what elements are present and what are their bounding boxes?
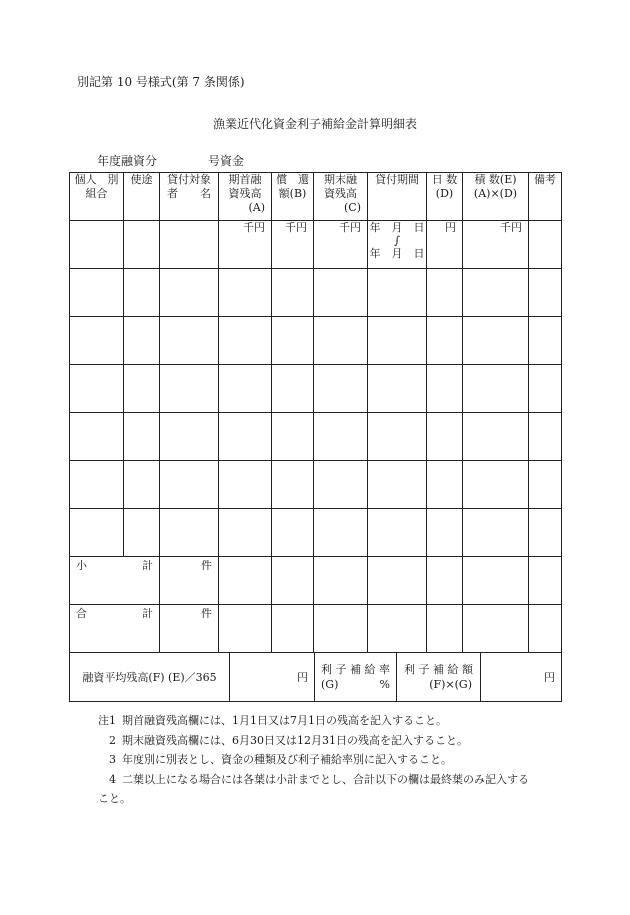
subtotal-label: 小 計 [70,557,160,605]
loan-period-cell[interactable]: 年 月 日 ∫ 年 月 日 [368,221,427,269]
table-row [70,461,562,509]
unit-repayment[interactable]: 千円 [272,221,314,269]
unit-product[interactable]: 千円 [463,221,529,269]
table-row [70,413,562,461]
table-row [70,365,562,413]
notes [80,711,529,809]
note-item: 注1 期首融資残高欄には、1月1日又は7月1日の残高を記入すること。 [98,714,447,727]
interest-rate-cell[interactable]: 利 子 補 給 率 (G) % [315,653,397,702]
header-borrower-name: 貸付対象 者 名 [160,173,219,221]
document-title: 漁業近代化資金利子補給金計算明細表 [212,117,417,131]
table-row [70,509,562,557]
unit-opening-balance[interactable]: 千円 [219,221,272,269]
note-item: 3 年度別に別表とし、資金の種類及び利子補給率別に記入すること。 [109,753,452,766]
header-repayment: 償 還 額(B) [272,173,314,221]
header-loan-period: 貸付期間 [368,173,427,221]
average-balance-label: 融資平均残高(F) (E)／365 [70,653,230,702]
total-row [70,605,562,653]
note-item: 2 期末融資残高欄には、6月30日又は12月31日の残高を記入すること。 [109,733,468,747]
interest-amount-label: 利 子 補 給 額 (F)×(G) [397,653,481,702]
header-individual-union: 個人 別 組合 [70,173,124,221]
header-closing-balance: 期末融 資残高 (C) [314,173,368,221]
form-number: 別記第 10 号様式(第 7 条関係) [77,75,245,89]
header-days: 日 数 (D) [427,173,463,221]
unit-days[interactable]: 円 [427,221,463,269]
total-label: 合 計 [70,605,160,653]
fiscal-year-label: 年度融資分 [97,154,158,168]
header-purpose: 使途 [124,173,160,221]
header-remarks: 備考 [529,173,562,221]
unit-closing-balance[interactable]: 千円 [314,221,368,269]
calculation-table [69,172,562,653]
header-product: 積 数(E) (A)×(D) [463,173,529,221]
interest-amount-value[interactable]: 円 [481,653,562,702]
summary-table [69,652,562,702]
table-row [70,317,562,365]
header-row [70,173,562,221]
table-row [70,269,562,317]
note-item: 4 二葉以上になる場合には各葉は小計までとし、合計以下の欄は最終葉のみ記入する [109,772,529,786]
subtotal-row [70,557,562,605]
average-balance-value[interactable]: 円 [230,653,315,702]
table-row [70,221,562,269]
header-opening-balance: 期首融 資残高 (A) [219,173,272,221]
subtotal-count[interactable]: 件 [160,557,219,605]
fund-number-label: 号資金 [208,154,245,168]
total-count[interactable]: 件 [160,605,219,653]
note-continuation: こと。 [98,792,131,805]
